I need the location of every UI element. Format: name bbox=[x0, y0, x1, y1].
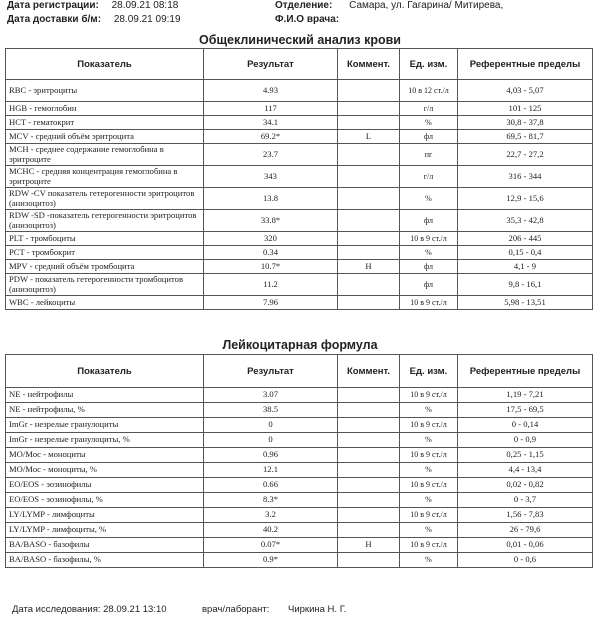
registration-date-value: 28.09.21 08:18 bbox=[111, 0, 179, 11]
cell-comment bbox=[338, 80, 400, 102]
blood-analysis-title: Общеклинический анализ крови bbox=[199, 33, 401, 47]
cell-unit: 10 в 9 ст./л bbox=[400, 388, 458, 403]
col-result: Результат bbox=[204, 355, 338, 388]
col-result: Результат bbox=[204, 49, 338, 80]
cell-param: WBC - лейкоциты bbox=[6, 296, 204, 310]
cell-param: PCT - тромбокрит bbox=[6, 246, 204, 260]
study-date bbox=[12, 604, 167, 615]
cell-unit: % bbox=[400, 188, 458, 210]
cell-ref: 1,56 - 7,83 bbox=[458, 508, 593, 523]
cell-unit: 10 в 9 ст./л bbox=[400, 478, 458, 493]
cell-result: 23.7 bbox=[204, 144, 338, 166]
department bbox=[275, 0, 503, 11]
cell-result: 8.3* bbox=[204, 493, 338, 508]
table-row bbox=[6, 388, 593, 403]
cell-unit: фл bbox=[400, 274, 458, 296]
cell-param: EO/EOS - эозинофилы bbox=[6, 478, 204, 493]
cell-comment bbox=[338, 210, 400, 232]
cell-comment: H bbox=[338, 260, 400, 274]
table-header-row bbox=[6, 355, 593, 388]
cell-param: PLT - тромбоциты bbox=[6, 232, 204, 246]
col-param: Показатель bbox=[6, 355, 204, 388]
cell-ref: 9,8 - 16,1 bbox=[458, 274, 593, 296]
cell-result: 3.07 bbox=[204, 388, 338, 403]
delivery-date-value: 28.09.21 09:19 bbox=[113, 14, 181, 25]
table-row bbox=[6, 508, 593, 523]
table-row bbox=[6, 553, 593, 568]
cell-param: MO/Moc - моноциты bbox=[6, 448, 204, 463]
lab-technician-value: Чиркина Н. Г. bbox=[288, 604, 347, 615]
cell-param: MPV - средний объём тромбоцита bbox=[6, 260, 204, 274]
table-row bbox=[6, 274, 593, 296]
cell-param: RDW -CV показатель гетерогенности эритроцитов (анизоцитоз) bbox=[6, 188, 204, 210]
cell-result: 40.2 bbox=[204, 523, 338, 538]
cell-param: HGB - гемоглобин bbox=[6, 102, 204, 116]
cell-param: MO/Moc - моноциты, % bbox=[6, 463, 204, 478]
cell-unit: % bbox=[400, 403, 458, 418]
cell-comment bbox=[338, 463, 400, 478]
cell-unit: % bbox=[400, 116, 458, 130]
cell-result: 10.7* bbox=[204, 260, 338, 274]
cell-result: 7.96 bbox=[204, 296, 338, 310]
cell-unit: 10 в 9 ст./л bbox=[400, 448, 458, 463]
table-row bbox=[6, 144, 593, 166]
cell-comment bbox=[338, 166, 400, 188]
cell-result: 0 bbox=[204, 418, 338, 433]
cell-result: 117 bbox=[204, 102, 338, 116]
table-row bbox=[6, 403, 593, 418]
table-row bbox=[6, 188, 593, 210]
cell-param: HCT - гематокрит bbox=[6, 116, 204, 130]
cell-result: 38.5 bbox=[204, 403, 338, 418]
cell-ref: 0,02 - 0,82 bbox=[458, 478, 593, 493]
table-row bbox=[6, 448, 593, 463]
cell-unit: % bbox=[400, 463, 458, 478]
col-comment: Коммент. bbox=[338, 355, 400, 388]
table-row bbox=[6, 116, 593, 130]
cell-comment bbox=[338, 116, 400, 130]
cell-result: 33.8* bbox=[204, 210, 338, 232]
cell-ref: 26 - 79,6 bbox=[458, 523, 593, 538]
cell-comment bbox=[338, 188, 400, 210]
table-row bbox=[6, 463, 593, 478]
cell-comment bbox=[338, 508, 400, 523]
cell-result: 11.2 bbox=[204, 274, 338, 296]
cell-ref: 0 - 0,9 bbox=[458, 433, 593, 448]
cell-comment bbox=[338, 523, 400, 538]
cell-unit: 10 в 9 ст./л bbox=[400, 418, 458, 433]
cell-param: MCV - средний объём эритроцита bbox=[6, 130, 204, 144]
cell-ref: 4,1 - 9 bbox=[458, 260, 593, 274]
cell-ref: 30,8 - 37,8 bbox=[458, 116, 593, 130]
cell-result: 320 bbox=[204, 232, 338, 246]
leukocyte-formula-table bbox=[5, 354, 593, 568]
cell-unit: % bbox=[400, 493, 458, 508]
cell-unit: г/л bbox=[400, 102, 458, 116]
cell-comment: L bbox=[338, 130, 400, 144]
cell-param: ImGr - незрелые гранулоциты, % bbox=[6, 433, 204, 448]
cell-param: MCHC - средняя концентрация гемоглобина в эритроците bbox=[6, 166, 204, 188]
col-ref: Референтные пределы bbox=[458, 355, 593, 388]
cell-param: LY/LYMP - лимфоциты bbox=[6, 508, 204, 523]
table-row bbox=[6, 80, 593, 102]
doctor bbox=[275, 14, 339, 25]
cell-param: NE - нейтрофилы, % bbox=[6, 403, 204, 418]
leukocyte-formula-title: Лейкоцитарная формула bbox=[222, 338, 378, 352]
cell-ref: 22,7 - 27,2 bbox=[458, 144, 593, 166]
cell-comment bbox=[338, 144, 400, 166]
cell-param: BA/BASO - базофилы, % bbox=[6, 553, 204, 568]
cell-param: RBC - эритроциты bbox=[6, 80, 204, 102]
department-label: Отделение: bbox=[275, 0, 333, 11]
col-unit: Ед. изм. bbox=[400, 49, 458, 80]
table-row bbox=[6, 478, 593, 493]
cell-param: PDW - показатель гетерогенности тромбоцитов (анизоцитоз) bbox=[6, 274, 204, 296]
cell-result: 343 bbox=[204, 166, 338, 188]
cell-comment bbox=[338, 232, 400, 246]
table-row bbox=[6, 130, 593, 144]
cell-ref: 12,9 - 15,6 bbox=[458, 188, 593, 210]
delivery-date-label: Дата доставки б/м: bbox=[7, 14, 102, 25]
table-row bbox=[6, 246, 593, 260]
cell-ref: 0 - 0,14 bbox=[458, 418, 593, 433]
lab-technician bbox=[202, 604, 346, 615]
cell-ref: 0 - 3,7 bbox=[458, 493, 593, 508]
cell-result: 13.8 bbox=[204, 188, 338, 210]
cell-ref: 35,3 - 42,8 bbox=[458, 210, 593, 232]
table-row bbox=[6, 418, 593, 433]
cell-comment bbox=[338, 553, 400, 568]
cell-comment bbox=[338, 493, 400, 508]
table-row bbox=[6, 232, 593, 246]
cell-result: 12.1 bbox=[204, 463, 338, 478]
cell-comment bbox=[338, 388, 400, 403]
study-date-value: 28.09.21 13:10 bbox=[103, 604, 167, 615]
cell-ref: 316 - 344 bbox=[458, 166, 593, 188]
study-date-label: Дата исследования: bbox=[12, 604, 101, 615]
cell-result: 4.93 bbox=[204, 80, 338, 102]
cell-comment bbox=[338, 433, 400, 448]
table-row bbox=[6, 523, 593, 538]
cell-unit: 10 в 9 ст./л bbox=[400, 296, 458, 310]
cell-ref: 206 - 445 bbox=[458, 232, 593, 246]
cell-ref: 0,25 - 1,15 bbox=[458, 448, 593, 463]
table-row bbox=[6, 433, 593, 448]
cell-result: 3.2 bbox=[204, 508, 338, 523]
cell-param: ImGr - незрелые гранулоциты bbox=[6, 418, 204, 433]
cell-comment bbox=[338, 274, 400, 296]
cell-result: 0.34 bbox=[204, 246, 338, 260]
cell-unit: 10 в 9 ст./л bbox=[400, 538, 458, 553]
cell-result: 34.1 bbox=[204, 116, 338, 130]
cell-unit: 10 в 9 ст./л bbox=[400, 508, 458, 523]
registration-date-label: Дата регистрации: bbox=[7, 0, 99, 11]
col-unit: Ед. изм. bbox=[400, 355, 458, 388]
cell-result: 0.96 bbox=[204, 448, 338, 463]
cell-unit: фл bbox=[400, 130, 458, 144]
cell-unit: пг bbox=[400, 144, 458, 166]
table-row bbox=[6, 296, 593, 310]
cell-comment bbox=[338, 102, 400, 116]
cell-param: RDW -SD -показатель гетерогенности эритроцитов (анизоцитоз) bbox=[6, 210, 204, 232]
cell-ref: 69,5 - 81,7 bbox=[458, 130, 593, 144]
cell-unit: % bbox=[400, 553, 458, 568]
cell-ref: 1,19 - 7,21 bbox=[458, 388, 593, 403]
department-value: Самара, ул. Гагарина/ Митирева, bbox=[349, 0, 504, 11]
col-comment: Коммент. bbox=[338, 49, 400, 80]
cell-comment bbox=[338, 478, 400, 493]
col-ref: Референтные пределы bbox=[458, 49, 593, 80]
cell-ref: 0,01 - 0,06 bbox=[458, 538, 593, 553]
cell-unit: фл bbox=[400, 210, 458, 232]
cell-ref: 17,5 - 69,5 bbox=[458, 403, 593, 418]
table-row bbox=[6, 102, 593, 116]
cell-param: NE - нейтрофилы bbox=[6, 388, 204, 403]
cell-result: 0.66 bbox=[204, 478, 338, 493]
cell-ref: 101 - 125 bbox=[458, 102, 593, 116]
table-row bbox=[6, 538, 593, 553]
cell-unit: % bbox=[400, 433, 458, 448]
cell-result: 0 bbox=[204, 433, 338, 448]
lab-technician-label: врач/лаборант: bbox=[202, 604, 270, 615]
cell-ref: 4,03 - 5,07 bbox=[458, 80, 593, 102]
col-param: Показатель bbox=[6, 49, 204, 80]
delivery-date bbox=[7, 14, 181, 25]
cell-unit: % bbox=[400, 523, 458, 538]
cell-param: EO/EOS - эозинофилы, % bbox=[6, 493, 204, 508]
cell-comment bbox=[338, 246, 400, 260]
cell-comment bbox=[338, 418, 400, 433]
cell-unit: % bbox=[400, 246, 458, 260]
cell-param: BA/BASO - базофилы bbox=[6, 538, 204, 553]
cell-ref: 4,4 - 13,4 bbox=[458, 463, 593, 478]
cell-comment bbox=[338, 296, 400, 310]
cell-comment: H bbox=[338, 538, 400, 553]
cell-ref: 0 - 0,6 bbox=[458, 553, 593, 568]
cell-unit: г/л bbox=[400, 166, 458, 188]
cell-comment bbox=[338, 403, 400, 418]
cell-unit: 10 в 12 ст./л bbox=[400, 80, 458, 102]
table-header-row bbox=[6, 49, 593, 80]
cell-comment bbox=[338, 448, 400, 463]
cell-param: MCH - среднее содержание гемоглобина в эритроците bbox=[6, 144, 204, 166]
cell-result: 0.9* bbox=[204, 553, 338, 568]
registration-date bbox=[7, 0, 178, 11]
cell-result: 69.2* bbox=[204, 130, 338, 144]
blood-analysis-table bbox=[5, 48, 593, 310]
cell-result: 0.07* bbox=[204, 538, 338, 553]
table-row bbox=[6, 260, 593, 274]
table-row bbox=[6, 493, 593, 508]
cell-unit: 10 в 9 ст./л bbox=[400, 232, 458, 246]
cell-unit: фл bbox=[400, 260, 458, 274]
table-row bbox=[6, 166, 593, 188]
cell-ref: 0,15 - 0,4 bbox=[458, 246, 593, 260]
cell-param: LY/LYMP - лимфоциты, % bbox=[6, 523, 204, 538]
cell-ref: 5,98 - 13,51 bbox=[458, 296, 593, 310]
table-row bbox=[6, 210, 593, 232]
doctor-label: Ф.И.О врача: bbox=[275, 14, 340, 25]
